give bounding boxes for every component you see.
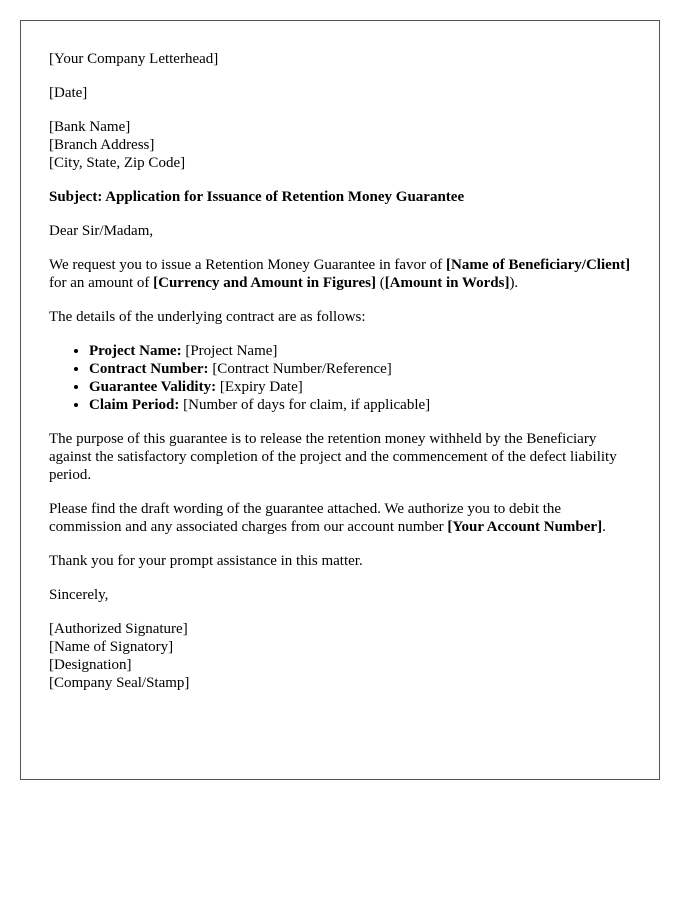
detail-label: Contract Number:: [89, 361, 209, 377]
bank-city-state-zip: [City, State, Zip Code]: [49, 155, 186, 171]
authorize-text-1: Please find the draft wording of the guarantee attached. We authorize you to debit the commission and any associated charges from our account number: [49, 501, 562, 535]
request-text-4: ).: [509, 275, 519, 291]
letter-subject: Subject: Application for Issuance of Retention Money Guarantee: [49, 189, 465, 205]
detail-value: [Project Name]: [181, 343, 278, 359]
detail-project-name: [89, 342, 631, 360]
detail-label: Claim Period:: [89, 397, 180, 413]
amount-words-placeholder: [Amount in Words]: [384, 275, 510, 291]
thanks-paragraph: Thank you for your prompt assistance in this matter.: [49, 553, 363, 569]
closing: Sincerely,: [49, 587, 109, 603]
detail-claim-period: [89, 396, 631, 414]
authorization-paragraph: [49, 500, 631, 536]
detail-label: Project Name:: [89, 343, 182, 359]
contract-details-list: [49, 342, 631, 414]
request-text-3: (: [375, 275, 385, 291]
purpose-paragraph: The purpose of this guarantee is to release the retention money withheld by the Beneficiary against the satisfactory completion of the project and the commencement of the defect liability period.: [49, 431, 617, 483]
authorize-text-2: .: [602, 519, 606, 535]
detail-value: [Number of days for claim, if applicable]: [179, 397, 431, 413]
request-text-2: for an amount of: [49, 275, 154, 291]
detail-value: [Expiry Date]: [216, 379, 303, 395]
amount-figures-placeholder: [Currency and Amount in Figures]: [153, 275, 376, 291]
company-seal: [Company Seal/Stamp]: [49, 675, 190, 691]
signatory-designation: [Designation]: [49, 657, 132, 673]
signatory-name: [Name of Signatory]: [49, 639, 174, 655]
signature-block: [49, 620, 631, 692]
salutation: Dear Sir/Madam,: [49, 223, 154, 239]
letter-date: [Date]: [49, 85, 88, 101]
detail-contract-number: [89, 360, 631, 378]
bank-address-block: [49, 118, 631, 172]
detail-value: [Contract Number/Reference]: [208, 361, 392, 377]
letter-document: [20, 20, 660, 780]
bank-branch-address: [Branch Address]: [49, 137, 155, 153]
detail-guarantee-validity: [89, 378, 631, 396]
request-paragraph: [49, 256, 631, 292]
account-number-placeholder: [Your Account Number]: [447, 519, 603, 535]
letterhead: [Your Company Letterhead]: [49, 51, 219, 67]
request-text-1: We request you to issue a Retention Money Guarantee in favor of: [49, 257, 447, 273]
detail-label: Guarantee Validity:: [89, 379, 217, 395]
bank-name: [Bank Name]: [49, 119, 131, 135]
authorized-signature: [Authorized Signature]: [49, 621, 188, 637]
details-intro: The details of the underlying contract are as follows:: [49, 309, 366, 325]
beneficiary-placeholder: [Name of Beneficiary/Client]: [446, 257, 631, 273]
